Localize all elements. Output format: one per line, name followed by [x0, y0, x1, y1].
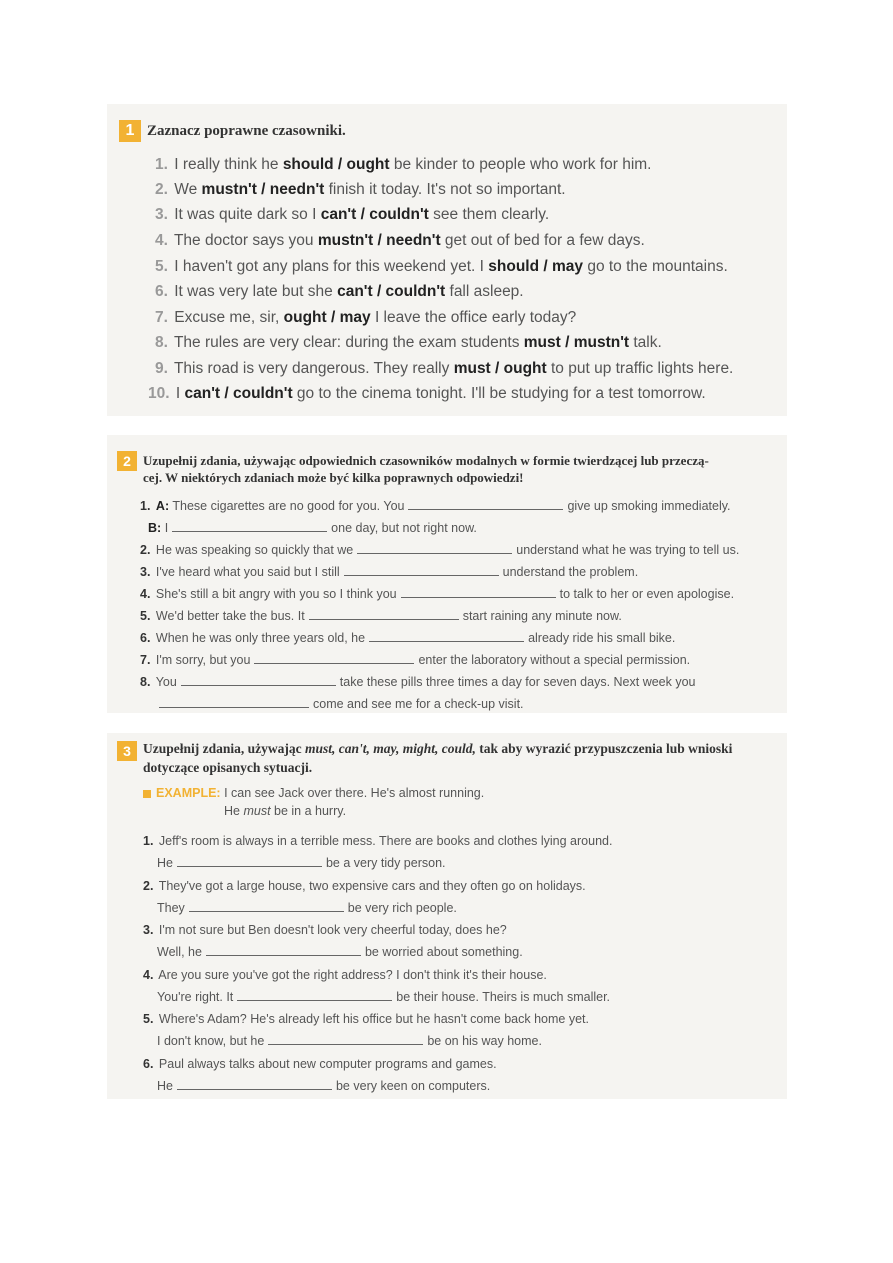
verb-options[interactable]: can't / couldn't [320, 206, 429, 223]
answer-text-after: be very keen on computers. [335, 1078, 491, 1093]
answer-blank[interactable] [357, 552, 512, 554]
answer-text-after: be a very tidy person. [325, 856, 446, 870]
exercise-3-answer [157, 1079, 490, 1093]
item-number: 2. [143, 878, 154, 893]
item-text-before: I [164, 521, 169, 535]
item-text-before: The rules are very clear: during the exam students [173, 334, 524, 351]
item-text-after: go to the mountains. [583, 258, 728, 275]
item-text-before: Excuse me, sir, [174, 309, 284, 326]
item-number: 4. [143, 967, 154, 982]
item-text-after: I leave the office early today? [370, 309, 577, 326]
item-number: 4. [140, 587, 151, 601]
item-number: 10. [148, 385, 170, 402]
question-text: Are you sure you've got the right address? I don't think it's their house. [158, 967, 547, 982]
item-text-after: go to the cinema tonight. I'll be studying for a test tomorrow. [292, 385, 706, 402]
exercise-3-title-a: Uzupełnij zdania, używając [143, 741, 305, 756]
verb-options[interactable]: must / ought [453, 360, 547, 377]
item-number: 1. [155, 156, 168, 173]
item-text-before: I really think he [174, 156, 283, 173]
item-text-after: take these pills three times a day for seven days. Next week you [339, 675, 696, 689]
verb-options[interactable]: mustn't / needn't [317, 232, 441, 249]
exercise-1-item [155, 309, 576, 327]
exercise-1-item [155, 360, 733, 378]
exercise-1-item [155, 258, 728, 276]
item-text-after: be kinder to people who work for him. [389, 156, 652, 173]
exercise-1-number: 1 [119, 120, 141, 142]
exercise-3-question [143, 834, 612, 848]
item-number: 3. [140, 565, 151, 579]
answer-text-before: He [157, 856, 173, 870]
exercise-1-item [155, 206, 549, 224]
answer-blank[interactable] [369, 640, 524, 642]
exercise-2-item [140, 587, 734, 601]
item-number: 7. [155, 309, 168, 326]
item-text-after: understand what he was trying to tell us. [516, 543, 740, 557]
exercise-3-answer [157, 990, 610, 1004]
example-modal: must [243, 804, 271, 818]
speaker-label: B: [148, 521, 162, 535]
exercise-1-item [155, 283, 524, 301]
item-number: 3. [155, 206, 168, 223]
question-text: Jeff's room is always in a terrible mess. There are books and clothes lying around. [158, 834, 613, 848]
item-number: 5. [155, 258, 168, 275]
item-text-after: understand the problem. [502, 565, 639, 579]
item-text-before: I'm sorry, but you [155, 653, 251, 667]
item-text-after: come and see me for a check-up visit. [313, 697, 524, 711]
item-text-before: We'd better take the bus. It [155, 609, 305, 623]
answer-blank[interactable] [172, 530, 327, 532]
item-text-before: The doctor says you [173, 232, 318, 249]
answer-blank[interactable] [181, 684, 336, 686]
item-text-after: one day, but not right now. [331, 521, 477, 535]
item-number: 3. [143, 923, 154, 937]
item-number: 5. [140, 609, 151, 623]
exercise-3-question [143, 1012, 589, 1026]
item-text-after: give up smoking immediately. [567, 499, 731, 513]
exercise-3-question [143, 879, 586, 893]
exercise-2-item [140, 499, 731, 513]
exercise-2-item [140, 631, 675, 645]
item-text-before: This road is very dangerous. They really [173, 360, 454, 377]
item-text-before: It was very late but she [174, 283, 338, 300]
item-number: 2. [155, 181, 168, 198]
example-post: be in a hurry. [270, 804, 347, 818]
exercise-2-item [148, 521, 477, 535]
item-text-before: She's still a bit angry with you so I think you [155, 587, 397, 601]
exercise-2-title-line2: cej. W niektórych zdaniach może być kilka poprawnych odpowiedzi! [143, 470, 524, 485]
exercise-3-number: 3 [117, 741, 137, 761]
item-number: 6. [140, 631, 151, 645]
exercise-3-answer [157, 1034, 542, 1048]
answer-text-before: Well, he [157, 945, 202, 959]
answer-blank[interactable] [177, 1088, 332, 1090]
answer-blank[interactable] [254, 662, 414, 664]
verb-options[interactable]: can't / couldn't [337, 283, 446, 300]
verb-options[interactable]: ought / may [283, 309, 371, 326]
exercise-2-number: 2 [117, 451, 137, 471]
answer-blank[interactable] [344, 574, 499, 576]
exercise-3-panel [107, 733, 787, 1099]
item-text-after: enter the laboratory without a special permission. [418, 653, 691, 667]
item-text-after: fall asleep. [445, 283, 524, 300]
item-text-before: I [175, 385, 185, 402]
exercise-3-question [143, 1057, 497, 1071]
exercise-2-item [140, 565, 638, 579]
answer-blank[interactable] [408, 508, 563, 510]
question-text: Where's Adam? He's already left his office but he hasn't come back home yet. [158, 1012, 589, 1026]
item-text-after: to talk to her or even apologise. [559, 587, 735, 601]
item-text-after: start raining any minute now. [462, 609, 622, 623]
verb-options[interactable]: should / may [488, 258, 584, 275]
verb-options[interactable]: must / mustn't [523, 334, 630, 351]
item-number: 7. [140, 653, 151, 667]
item-text-after: get out of bed for a few days. [440, 232, 645, 249]
item-text-before: I've heard what you said but I still [155, 565, 340, 579]
exercise-2-panel [107, 435, 787, 713]
exercise-1-item [148, 385, 706, 403]
item-text-before: We [174, 181, 202, 198]
answer-blank[interactable] [206, 954, 361, 956]
exercise-2-item [140, 675, 696, 689]
answer-blank[interactable] [159, 706, 309, 708]
exercise-1-item [155, 232, 645, 250]
item-text-after: to put up traffic lights here. [546, 360, 734, 377]
answer-blank[interactable] [309, 618, 459, 620]
answer-blank[interactable] [401, 596, 556, 598]
item-number: 5. [143, 1012, 154, 1026]
exercise-1-panel [107, 104, 787, 416]
exercise-3-answer [157, 856, 446, 870]
answer-text-before: They [157, 900, 185, 915]
exercise-1-item [155, 334, 662, 352]
example-sentence-1: I can see Jack over there. He's almost running. [224, 786, 485, 800]
answer-blank[interactable] [189, 910, 344, 912]
answer-text-after: be on his way home. [427, 1034, 542, 1048]
item-text-before: You [155, 675, 177, 689]
answer-text-before: You're right. It [157, 989, 234, 1004]
item-text-before: When he was only three years old, he [155, 631, 366, 645]
question-text: Paul always talks about new computer programs and games. [158, 1056, 497, 1071]
item-text-after: already ride his small bike. [528, 631, 676, 645]
item-number: 8. [155, 334, 168, 351]
item-text-before: I haven't got any plans for this weekend yet. I [174, 258, 489, 275]
item-number: 8. [140, 675, 151, 689]
speaker-label: A: [155, 499, 170, 513]
question-text: I'm not sure but Ben doesn't look very cheerful today, does he? [158, 923, 507, 937]
exercise-1-title: Zaznacz poprawne czasowniki. [147, 123, 346, 139]
answer-text-after: be very rich people. [347, 900, 457, 915]
item-text-after: finish it today. It's not so important. [324, 181, 566, 198]
example-pre: He [224, 804, 244, 818]
item-number: 4. [155, 232, 168, 249]
exercise-2-item [140, 543, 739, 557]
item-text-after: talk. [629, 334, 662, 351]
answer-blank[interactable] [237, 999, 392, 1001]
exercise-3-title-line2: dotyczące opisanych sytuacji. [143, 760, 313, 775]
item-number: 6. [143, 1056, 154, 1071]
exercise-3-question [143, 923, 507, 937]
item-number: 1. [143, 834, 154, 848]
exercise-1-item [155, 181, 566, 199]
answer-text-before: He [157, 1078, 173, 1093]
answer-blank[interactable] [268, 1043, 423, 1045]
item-text-before: He was speaking so quickly that we [155, 543, 354, 557]
exercise-1-item [155, 156, 652, 174]
exercise-3-question [143, 968, 547, 982]
item-text-before: It was quite dark so I [174, 206, 321, 223]
exercise-3-answer [157, 901, 457, 915]
example-square-icon [143, 790, 151, 798]
item-number: 2. [140, 543, 151, 557]
answer-text-after: be their house. Theirs is much smaller. [396, 989, 611, 1004]
exercise-2-item [155, 697, 524, 711]
exercise-3-answer [157, 945, 523, 959]
exercise-2-title-line1: Uzupełnij zdania, używając odpowiednich czasowników modalnych w formie twierdzącej lub przeczą- [143, 453, 709, 468]
example-label: EXAMPLE: [156, 786, 221, 800]
verb-options[interactable]: should / ought [282, 156, 390, 173]
exercise-3-title-b: tak aby wyrazić przypuszczenia lub wnioski [475, 741, 733, 756]
verb-options[interactable]: mustn't / needn't [201, 181, 325, 198]
item-text-before: These cigarettes are no good for you. You [172, 499, 405, 513]
example-line-1 [143, 786, 484, 800]
item-number: 9. [155, 360, 168, 377]
example-line-2 [224, 804, 346, 818]
question-text: They've got a large house, two expensive cars and they often go on holidays. [158, 878, 586, 893]
item-text-after: see them clearly. [428, 206, 550, 223]
answer-text-after: be worried about something. [364, 945, 523, 959]
verb-options[interactable]: can't / couldn't [184, 385, 293, 402]
item-number: 1. [140, 499, 151, 513]
exercise-2-item [140, 653, 690, 667]
exercise-3-title-modals: must, can't, may, might, could, [305, 741, 476, 756]
exercise-2-item [140, 609, 622, 623]
answer-text-before: I don't know, but he [157, 1034, 265, 1048]
exercise-3-title-line1 [143, 741, 732, 757]
item-number: 6. [155, 283, 168, 300]
answer-blank[interactable] [177, 865, 322, 867]
